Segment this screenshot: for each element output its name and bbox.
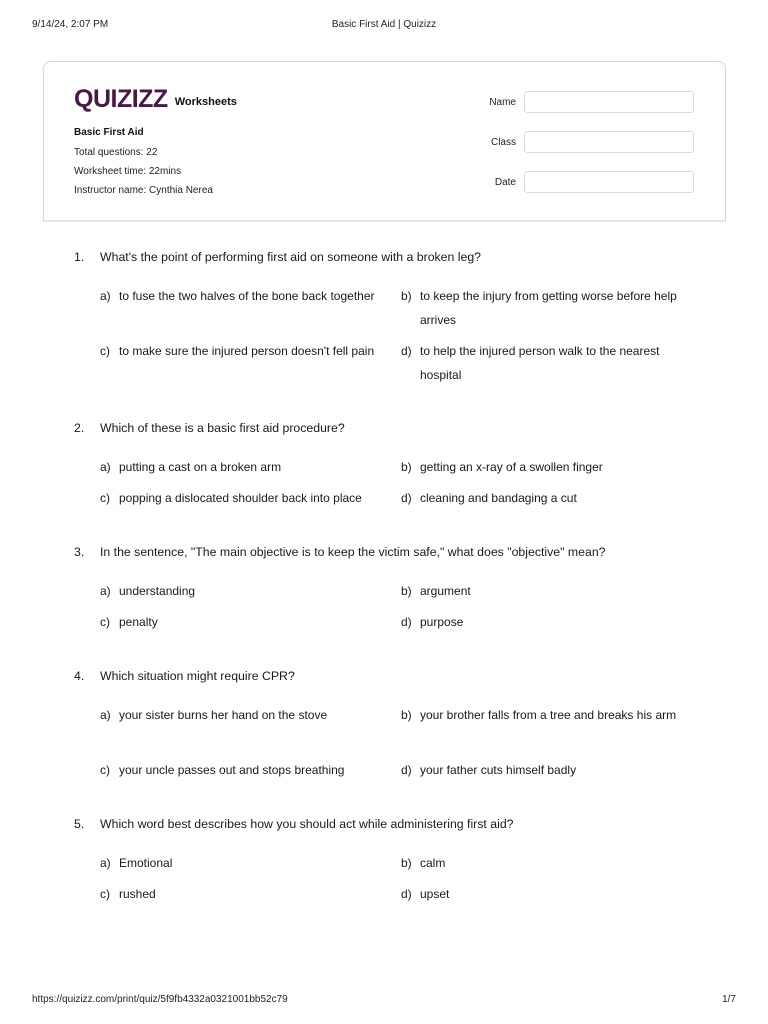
option-b[interactable] xyxy=(401,851,701,875)
option-d[interactable] xyxy=(401,610,701,634)
option-text: cleaning and bandaging a cut xyxy=(420,491,577,505)
total-questions: Total questions: 22 xyxy=(74,147,158,158)
option-letter: b) xyxy=(401,708,412,722)
name-label: Name xyxy=(489,97,516,108)
option-letter: b) xyxy=(401,584,412,598)
option-text: your brother falls from a tree and breaks his arm xyxy=(420,708,677,722)
question-1 xyxy=(74,250,714,382)
option-letter: a) xyxy=(100,584,111,598)
option-b[interactable] xyxy=(401,579,701,603)
question-2 xyxy=(74,421,714,505)
option-text: to keep the injury from getting worse before help arrives xyxy=(420,289,677,327)
option-c[interactable] xyxy=(100,339,400,363)
option-c[interactable] xyxy=(100,882,400,906)
option-letter: d) xyxy=(401,491,412,505)
option-c[interactable] xyxy=(100,486,400,510)
option-a[interactable] xyxy=(100,703,400,727)
option-letter: c) xyxy=(100,763,110,777)
class-field[interactable] xyxy=(524,131,694,153)
question-prompt xyxy=(74,817,714,837)
option-letter: d) xyxy=(401,344,412,358)
option-text: upset xyxy=(420,887,450,901)
worksheet-header xyxy=(43,61,726,222)
class-label: Class xyxy=(490,137,516,148)
option-text: calm xyxy=(420,856,446,870)
option-a[interactable] xyxy=(100,455,400,479)
option-text: getting an x-ray of a swollen finger xyxy=(420,460,603,474)
option-text: penalty xyxy=(119,615,158,629)
print-datetime: 9/14/24, 2:07 PM xyxy=(32,19,109,30)
option-d[interactable] xyxy=(401,758,701,782)
name-field[interactable] xyxy=(524,91,694,113)
date-field[interactable] xyxy=(524,171,694,193)
date-label: Date xyxy=(494,177,516,188)
option-letter: c) xyxy=(100,615,110,629)
option-letter: b) xyxy=(401,460,412,474)
option-letter: d) xyxy=(401,887,412,901)
question-prompt xyxy=(74,421,714,441)
option-letter: c) xyxy=(100,887,110,901)
option-d[interactable] xyxy=(401,339,691,387)
question-number: 2. xyxy=(74,421,85,435)
option-text: argument xyxy=(420,584,471,598)
option-letter: a) xyxy=(100,460,111,474)
option-text: your father cuts himself badly xyxy=(420,763,577,777)
option-letter: c) xyxy=(100,491,110,505)
print-page-title: Basic First Aid | Quizizz xyxy=(331,19,437,30)
print-url: https://quizizz.com/print/quiz/5f9fb4332a0321001bb52c79 xyxy=(32,994,288,1005)
option-d[interactable] xyxy=(401,882,701,906)
option-d[interactable] xyxy=(401,486,701,510)
option-letter: a) xyxy=(100,856,111,870)
option-a[interactable] xyxy=(100,579,400,603)
logo-section-label: Worksheets xyxy=(174,96,237,108)
quizizz-logo xyxy=(74,86,237,112)
option-a[interactable] xyxy=(100,284,378,308)
question-number: 5. xyxy=(74,817,85,831)
option-b[interactable] xyxy=(401,703,691,727)
option-text: popping a dislocated shoulder back into place xyxy=(119,491,362,505)
worksheet-time: Worksheet time: 22mins xyxy=(74,166,182,177)
question-3 xyxy=(74,545,714,629)
question-number: 3. xyxy=(74,545,85,559)
instructor-name: Instructor name: Cynthia Nerea xyxy=(74,185,213,196)
option-text: to fuse the two halves of the bone back together xyxy=(119,289,375,303)
logo-wordmark: QUIZIZZ xyxy=(74,85,168,113)
question-text: What's the point of performing first aid on someone with a broken leg? xyxy=(100,250,482,264)
question-5 xyxy=(74,817,714,901)
option-a[interactable] xyxy=(100,851,400,875)
option-text: rushed xyxy=(119,887,156,901)
question-4 xyxy=(74,669,714,777)
option-letter: d) xyxy=(401,763,412,777)
option-c[interactable] xyxy=(100,758,400,782)
question-text: In the sentence, "The main objective is to keep the victim safe," what does "objective" mean? xyxy=(100,545,606,559)
option-letter: a) xyxy=(100,289,111,303)
option-letter: b) xyxy=(401,289,412,303)
option-b[interactable] xyxy=(401,284,691,332)
print-header xyxy=(32,19,736,33)
question-prompt xyxy=(74,250,714,270)
option-text: your uncle passes out and stops breathing xyxy=(119,763,345,777)
option-text: purpose xyxy=(420,615,464,629)
question-text: Which situation might require CPR? xyxy=(100,669,295,683)
option-letter: a) xyxy=(100,708,111,722)
option-text: to help the injured person walk to the nearest hospital xyxy=(420,344,660,382)
option-text: putting a cast on a broken arm xyxy=(119,460,282,474)
print-footer xyxy=(32,994,736,1008)
option-text: Emotional xyxy=(119,856,173,870)
option-text: understanding xyxy=(119,584,196,598)
question-number: 1. xyxy=(74,250,85,264)
question-number: 4. xyxy=(74,669,85,683)
question-text: Which of these is a basic first aid procedure? xyxy=(100,421,345,435)
option-c[interactable] xyxy=(100,610,400,634)
page-number: 1/7 xyxy=(722,994,736,1005)
quiz-title: Basic First Aid xyxy=(74,127,144,138)
option-text: your sister burns her hand on the stove xyxy=(119,708,328,722)
option-letter: c) xyxy=(100,344,110,358)
option-b[interactable] xyxy=(401,455,701,479)
question-prompt xyxy=(74,669,714,689)
option-text: to make sure the injured person doesn't fell pain xyxy=(119,344,375,358)
option-letter: b) xyxy=(401,856,412,870)
question-prompt xyxy=(74,545,714,565)
question-text: Which word best describes how you should act while administering first aid? xyxy=(100,817,514,831)
option-letter: d) xyxy=(401,615,412,629)
